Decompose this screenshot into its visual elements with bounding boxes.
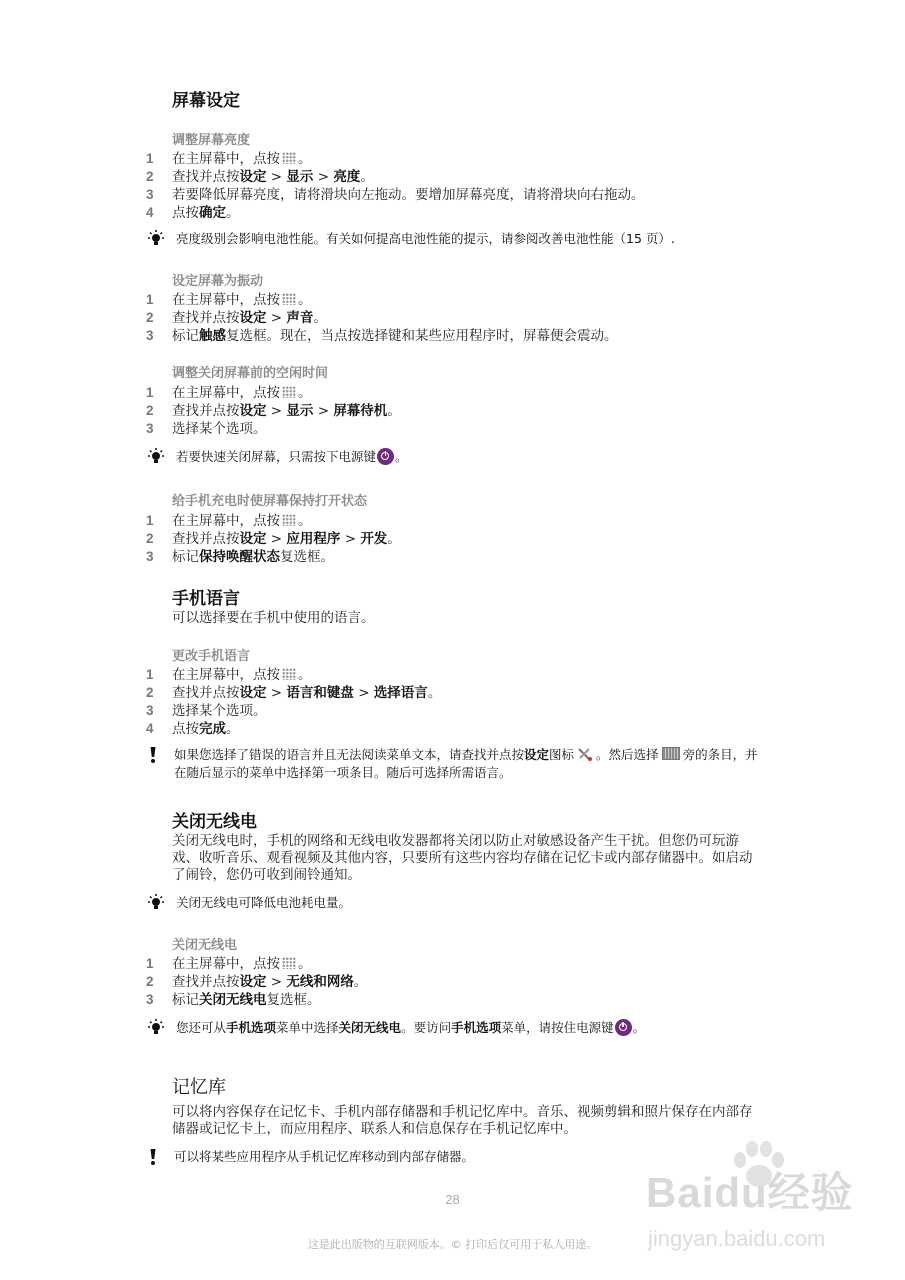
- subheading-brightness: 调整屏幕亮度: [172, 133, 251, 148]
- page-number: 28: [445, 1192, 460, 1207]
- step-text: 复选框。: [266, 992, 321, 1008]
- tip-text: 若要快速关闭屏幕，只需按下电源键 。: [176, 449, 408, 464]
- subheading-change-language: 更改手机语言: [172, 649, 251, 664]
- menu-term: 显示: [286, 169, 314, 185]
- subheading-vibrate: 设定屏幕为振动: [172, 274, 264, 289]
- menu-term: 设定: [524, 747, 550, 762]
- lightbulb-tip-icon: [146, 230, 166, 248]
- step-item: [146, 420, 267, 438]
- menu-term: 关闭无线电: [199, 992, 267, 1008]
- separator: >: [313, 169, 334, 185]
- step-text: 在主屏幕中，点按: [172, 292, 280, 308]
- separator: >: [266, 169, 287, 185]
- step-number: 1: [146, 667, 154, 682]
- menu-term: 亮度: [333, 169, 361, 185]
- menu-term: 语言和键盘: [286, 685, 354, 701]
- step-text: 选择某个选项。: [172, 703, 267, 719]
- warning-note: [146, 746, 766, 786]
- menu-term: 设定: [239, 310, 267, 326]
- step-text: 标记: [172, 992, 199, 1008]
- menu-term: 完成: [199, 721, 226, 737]
- tip-text-part: 。要访问: [401, 1020, 452, 1035]
- step-number: 4: [146, 205, 154, 220]
- separator: >: [353, 685, 374, 701]
- watermark-url: jingyan.baidu.com: [648, 1226, 826, 1251]
- step-number: 3: [146, 187, 154, 202]
- step-item: 1 在主屏幕中，点按 。: [146, 513, 312, 529]
- settings-tools-icon: [576, 747, 594, 761]
- menu-term: 确定: [199, 205, 226, 221]
- step-text: 选择某个选项。: [172, 421, 267, 437]
- intro-paragraph: 关闭无线电时，手机的网络和无线电收发器都将关闭以防止对敏感设备产生干扰。但您仍可玩游戏、收听音乐、观看视频及其他内容，只要所有这些内容均存储在记忆卡或内部存储器中。如启动了闹铃，您仍可收到闹铃通知。: [172, 833, 753, 883]
- apps-grid-icon: [282, 152, 296, 164]
- tip-note: [146, 894, 766, 914]
- step-item: [146, 991, 321, 1009]
- section-title-language: 手机语言: [172, 589, 240, 609]
- step-text: 查找并点按: [172, 974, 240, 990]
- apps-grid-icon: [282, 293, 296, 305]
- subheading-idle: 调整关闭屏幕前的空闲时间: [172, 366, 329, 381]
- menu-term: 开发: [360, 531, 388, 547]
- menu-term: 设定: [239, 403, 267, 419]
- step-item: 1 在主屏幕中，点按 。: [146, 667, 312, 683]
- power-key-icon: [377, 448, 394, 465]
- step-text: 查找并点按: [172, 310, 240, 326]
- tip-note: [146, 230, 766, 250]
- step-item: 2 查找并点按设定 > 应用程序 > 开发。: [146, 531, 401, 547]
- keyboard-icon: [662, 747, 680, 760]
- tip-text-part: 若要快速关闭屏幕，只需按下电源键: [176, 449, 377, 464]
- step-number: 2: [146, 403, 154, 418]
- step-item: 2 查找并点按设定 > 显示 > 屏幕待机。: [146, 403, 401, 419]
- baidu-watermark: [640, 1140, 880, 1270]
- step-text: 若要降低屏幕亮度，请将滑块向左拖动。要增加屏幕亮度，请将滑块向右拖动。: [172, 187, 645, 203]
- tip-text-part: 您还可从: [176, 1020, 227, 1035]
- step-item: 2 查找并点按设定 > 语言和键盘 > 选择语言。: [146, 685, 442, 701]
- step-item: 2 查找并点按设定 > 无线和网络。: [146, 974, 368, 990]
- tip-text-part: 菜单中选择: [276, 1020, 339, 1035]
- step-item: 2 查找并点按设定 > 显示 > 亮度。: [146, 169, 374, 185]
- step-item: [146, 548, 334, 566]
- step-text: 在主屏幕中，点按: [172, 956, 280, 972]
- menu-term: 声音: [286, 310, 314, 326]
- step-item: 1 在主屏幕中，点按 。: [146, 956, 312, 972]
- menu-term: 显示: [286, 403, 314, 419]
- step-text: 在主屏幕中，点按: [172, 667, 280, 683]
- separator: >: [266, 685, 287, 701]
- step-number: 3: [146, 328, 154, 343]
- step-number: 3: [146, 549, 154, 564]
- tip-text: 您还可从手机选项菜单中选择关闭无线电。要访问手机选项菜单，请按住电源键 。: [176, 1020, 646, 1035]
- step-text: 在主屏幕中，点按: [172, 513, 280, 529]
- section-title-radio: 关闭无线电: [172, 812, 257, 832]
- step-text: 查找并点按: [172, 685, 240, 701]
- warning-text-part: 图标: [549, 747, 575, 762]
- step-text: 复选框。现在，当点按选择键和某些应用程序时，屏幕便会震动。: [226, 328, 618, 344]
- separator: >: [266, 310, 287, 326]
- separator: >: [266, 974, 287, 990]
- tip-note: [146, 448, 766, 468]
- step-number: 1: [146, 513, 154, 528]
- step-number: 3: [146, 992, 154, 1007]
- step-item: 4 点按确定。: [146, 205, 240, 221]
- step-item: 2 查找并点按设定 > 声音。: [146, 310, 327, 326]
- step-text: 在主屏幕中，点按: [172, 151, 280, 167]
- tip-text-part: 菜单，请按住电源键: [501, 1020, 614, 1035]
- watermark-brand: Baidu经验: [646, 1169, 854, 1216]
- step-text: 查找并点按: [172, 531, 240, 547]
- tip-note: [146, 1019, 766, 1039]
- apps-grid-icon: [282, 957, 296, 969]
- menu-term: 设定: [239, 531, 267, 547]
- step-number: 2: [146, 685, 154, 700]
- separator: >: [340, 531, 361, 547]
- step-item: [146, 327, 618, 345]
- step-text: 查找并点按: [172, 403, 240, 419]
- warning-text: [174, 746, 764, 782]
- step-number: 1: [146, 292, 154, 307]
- exclamation-warning-icon: [148, 746, 158, 764]
- step-number: 4: [146, 721, 154, 736]
- menu-term: 设定: [239, 169, 267, 185]
- apps-grid-icon: [282, 514, 296, 526]
- lightbulb-tip-icon: [146, 894, 166, 912]
- menu-term: 应用程序: [286, 531, 341, 547]
- footer-copyright-note: 这是此出版物的互联网版本。© 打印后仅可用于私人用途。: [307, 1238, 598, 1251]
- subheading-charging: 给手机充电时使屏幕保持打开状态: [172, 494, 368, 509]
- intro-paragraph: 可以将内容保存在记忆卡、手机内部存储器和手机记忆库中。音乐、视频剪辑和照片保存在内部存储器或记忆卡上，而应用程序、联系人和信息保存在手机记忆库中。: [172, 1104, 753, 1137]
- warning-text: 可以将某些应用程序从手机记忆库移动到内部存储器。: [174, 1149, 475, 1164]
- menu-term: 手机选项: [451, 1020, 502, 1035]
- step-item: 1 在主屏幕中，点按 。: [146, 385, 312, 401]
- section-title-screen-settings: 屏幕设定: [172, 91, 240, 111]
- subheading-radio: 关闭无线电: [172, 938, 238, 953]
- warning-text-part: 。然后选择: [596, 747, 659, 762]
- step-item: [146, 702, 267, 720]
- warning-text-part: 如果您选择了错误的语言并且无法阅读菜单文本，请查找并点按: [174, 747, 525, 762]
- step-number: 2: [146, 169, 154, 184]
- step-item: 1 在主屏幕中，点按 。: [146, 151, 312, 167]
- intro-paragraph: 可以选择要在手机中使用的语言。: [172, 610, 375, 626]
- step-text: 复选框。: [280, 549, 334, 565]
- menu-term: 触感: [199, 328, 226, 344]
- menu-term: 设定: [239, 685, 267, 701]
- menu-term: 无线和网络: [286, 974, 354, 990]
- step-text: 点按: [172, 205, 199, 221]
- lightbulb-tip-icon: [146, 1019, 166, 1037]
- step-text: 标记: [172, 549, 199, 565]
- menu-term: 保持唤醒状态: [199, 549, 280, 565]
- lightbulb-tip-icon: [146, 448, 166, 466]
- separator: >: [313, 403, 334, 419]
- step-text: 查找并点按: [172, 169, 240, 185]
- step-item: 4 点按完成。: [146, 721, 240, 737]
- step-number: 1: [146, 151, 154, 166]
- step-number: 2: [146, 310, 154, 325]
- section-title-memory: 记忆库: [172, 1077, 226, 1098]
- step-number: 1: [146, 385, 154, 400]
- menu-term: 关闭无线电: [338, 1020, 402, 1035]
- separator: >: [266, 531, 287, 547]
- step-text: 在主屏幕中，点按: [172, 385, 280, 401]
- apps-grid-icon: [282, 668, 296, 680]
- step-item: 1 在主屏幕中，点按 。: [146, 292, 312, 308]
- power-key-icon: [615, 1019, 632, 1036]
- step-number: 3: [146, 421, 154, 436]
- apps-grid-icon: [282, 386, 296, 398]
- tip-text: 关闭无线电可降低电池耗电量。: [176, 895, 352, 910]
- menu-term: 设定: [239, 974, 267, 990]
- step-number: 3: [146, 703, 154, 718]
- step-text: 点按: [172, 721, 199, 737]
- tip-text: 亮度级别会影响电池性能。有关如何提高电池性能的提示，请参阅改善电池性能（15 页）.: [176, 231, 675, 246]
- menu-term: 屏幕待机: [333, 403, 388, 419]
- step-number: 2: [146, 974, 154, 989]
- step-text: 标记: [172, 328, 199, 344]
- menu-term: 选择语言: [373, 685, 428, 701]
- warning-text-part: 条目，并在随后显示的菜单中选择第一项条目。随后可选择所需语言。: [174, 747, 758, 780]
- separator: >: [266, 403, 287, 419]
- exclamation-warning-icon: [148, 1148, 158, 1166]
- step-number: 2: [146, 531, 154, 546]
- menu-term: 手机选项: [226, 1020, 277, 1035]
- step-number: 1: [146, 956, 154, 971]
- step-item: [146, 186, 645, 204]
- warning-text-part: 旁的: [682, 747, 708, 762]
